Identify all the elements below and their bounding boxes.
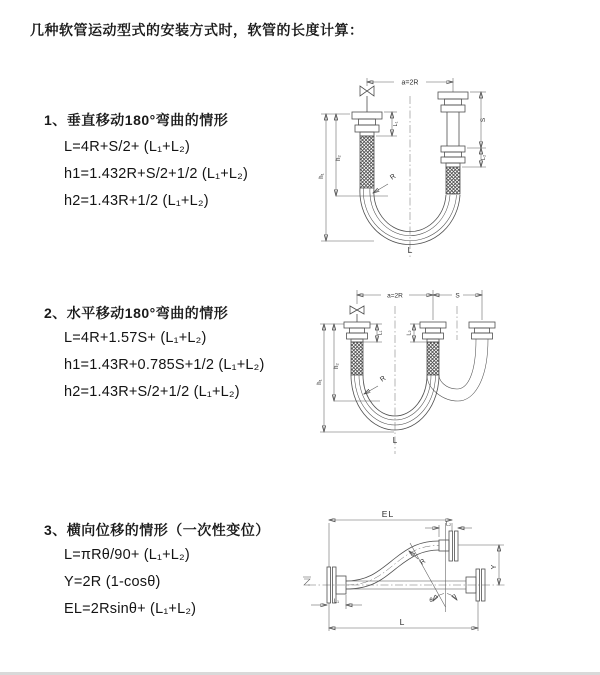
- section3-formula-L: L=πRθ/90+ (L₁+L₂): [64, 547, 190, 563]
- dim-label-h2: h₂: [334, 363, 340, 369]
- dim-label-y: Y: [491, 564, 498, 570]
- section2-heading: 2、水平移动180°弯曲的情形: [44, 305, 229, 321]
- dim-label-l2: L₂: [406, 330, 413, 336]
- diagram-vertical-180-bend: [310, 70, 590, 260]
- braided-hose-middle: [427, 342, 439, 375]
- dim-label-l2: L₂: [481, 154, 487, 161]
- valve-icon: [360, 86, 374, 96]
- dim-label-l1: L₁: [393, 121, 399, 127]
- section1-formula-h1: h1=1.432R+S/2+1/2 (L₁+L₂): [64, 166, 249, 182]
- dim-label-l2: L₂: [445, 521, 452, 528]
- datum-mark: [304, 579, 310, 585]
- hose-curve-bottom: [346, 550, 439, 589]
- section3-formula-EL: EL=2Rsinθ+ (L₁+L₂): [64, 601, 197, 617]
- section3-formula-Y: Y=2R (1-cosθ): [64, 574, 161, 590]
- dim-label-theta: θ: [429, 598, 433, 604]
- dim-label-l1: L₁: [377, 330, 384, 336]
- dim-label-l: L: [399, 617, 405, 627]
- valve-icon: [350, 306, 364, 314]
- braided-hose-left: [360, 136, 374, 188]
- diagram-horizontal-180-bend: [310, 282, 590, 457]
- dim-label-h1: h₁: [317, 379, 323, 385]
- section3-heading: 3、横向位移的情形（一次性变位）: [44, 522, 270, 538]
- section2-formula-h2: h2=1.43R+S/2+1/2 (L₁+L₂): [64, 384, 240, 400]
- dim-label-s: S: [480, 117, 487, 123]
- dim-label-r: R: [418, 557, 428, 567]
- section1-heading: 1、垂直移动180°弯曲的情形: [44, 112, 229, 128]
- diagram-lateral-displacement: [298, 505, 590, 645]
- section1-formula-L: L=4R+S/2+ (L₁+L₂): [64, 139, 190, 155]
- dim-label-s: S: [455, 292, 460, 300]
- braided-hose-left: [351, 342, 363, 375]
- dim-label-el: EL: [381, 509, 395, 519]
- dim-label-r: R: [389, 173, 398, 182]
- dim-label-h1: h₁: [319, 173, 325, 179]
- dim-label-l: L: [392, 436, 398, 445]
- dim-label-a2r: a=2R: [387, 292, 403, 300]
- braided-hose-right: [446, 167, 460, 194]
- section1-formula-h2: h2=1.43R+1/2 (L₁+L₂): [64, 193, 209, 209]
- section2-formula-L: L=4R+1.57S+ (L₁+L₂): [64, 330, 207, 346]
- section2-formula-h1: h1=1.43R+0.785S+1/2 (L₁+L₂): [64, 357, 265, 373]
- page-title: 几种软管运动型式的安装方式时，软管的长度计算：: [30, 22, 364, 38]
- hose-bend-moved-inner: [439, 339, 476, 389]
- dim-label-l: L: [407, 245, 413, 255]
- dim-label-r: R: [379, 375, 388, 384]
- dim-label-h2: h₂: [336, 155, 342, 161]
- dim-label-l1: L₁: [334, 598, 339, 605]
- dim-label-a2r: a=2R: [401, 79, 419, 87]
